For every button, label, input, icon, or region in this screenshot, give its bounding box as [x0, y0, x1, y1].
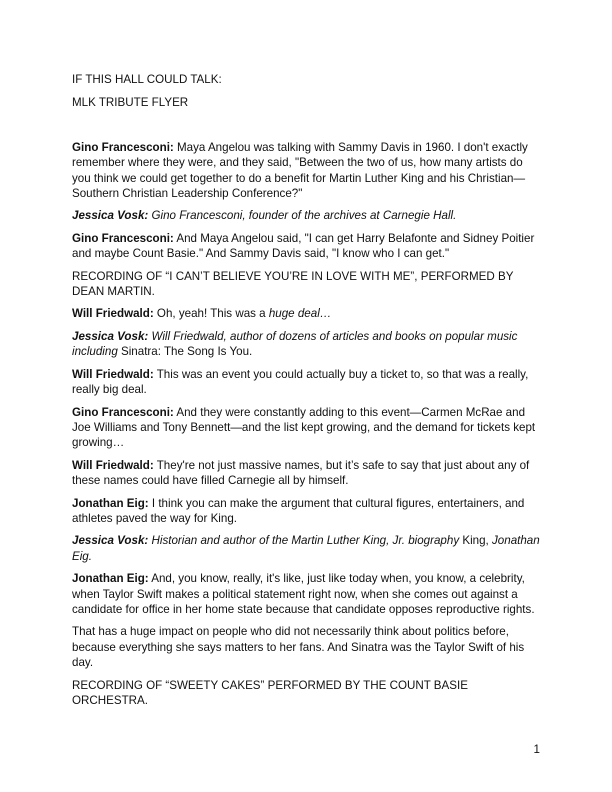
transcript-paragraph — [72, 458, 542, 489]
paragraph-text: Will Friedwald, author of dozens of articles and books on popular music including — [72, 329, 518, 359]
book-title: King, — [459, 534, 489, 548]
speaker-name: Jonathan Eig: — [72, 572, 149, 586]
paragraph-text: RECORDING OF “I CAN’T BELIEVE YOU’RE IN LOVE WITH ME”, PERFORMED BY DEAN MARTIN. — [72, 269, 514, 299]
author-name: Jonathan Eig. — [72, 534, 540, 563]
speaker-name: Gino Francesconi: — [72, 140, 174, 154]
transcript-paragraph — [72, 533, 542, 564]
page-content — [72, 72, 542, 715]
paragraph-text: That has a huge impact on people who did not necessarily think about politics before, because everything she says matters to her fans. And Sinatra was the Taylor Swift of his day. — [72, 625, 525, 670]
paragraph-text: And they were constantly adding to this event—Carmen McRae and Joe Williams and Tony Bennett—and the list kept growing, and the demand for tickets kept growing… — [72, 405, 536, 450]
transcript-paragraph — [72, 405, 542, 451]
transcript-paragraph — [72, 140, 542, 202]
paragraph-text: Gino Francesconi, founder of the archives at Carnegie Hall. — [148, 209, 457, 223]
speaker-name: Jessica Vosk: — [72, 534, 149, 548]
transcript-paragraph — [72, 306, 542, 321]
speaker-name: Gino Francesconi: — [72, 231, 174, 245]
transcript-paragraph — [72, 208, 542, 223]
speaker-name: Will Friedwald: — [72, 367, 154, 381]
paragraph-text: RECORDING OF “SWEETY CAKES” PERFORMED BY THE COUNT BASIE ORCHESTRA. — [72, 678, 468, 707]
paragraph-text: Oh, yeah! This was a — [153, 307, 269, 321]
speaker-name: Will Friedwald: — [72, 307, 154, 321]
emphasis-text: huge deal… — [268, 307, 332, 321]
transcript-paragraph — [72, 231, 542, 262]
speaker-name: Jessica Vosk: — [72, 329, 149, 343]
paragraph-text: I think you can make the argument that cultural figures, entertainers, and athletes paved the way for King. — [72, 496, 525, 525]
paragraph-text: And Maya Angelou said, "I can get Harry Belafonte and Sidney Poitier and maybe Count Basie." And Sammy Davis said, "I know who I can get." — [72, 231, 535, 261]
document-title: IF THIS HALL COULD TALK: — [72, 73, 222, 86]
speaker-name: Gino Francesconi: — [72, 405, 174, 419]
document-subtitle: MLK TRIBUTE FLYER — [72, 96, 189, 110]
transcript-paragraph — [72, 496, 542, 527]
recording-cue — [72, 678, 542, 709]
paragraph-text: This was an event you could actually buy a ticket to, so that was a really, really big deal. — [72, 367, 529, 397]
paragraph-text: And, you know, really, it's like, just like today when, you know, a celebrity, when Taylor Swift makes a political statement right now, when she comes out against a candidate for office in her home state because that candidate opposes reproductive rights. — [72, 572, 535, 616]
transcript-paragraph — [72, 624, 542, 670]
transcript-paragraph — [72, 367, 542, 398]
page-number: 1 — [533, 743, 540, 756]
paragraph-text: Maya Angelou was talking with Sammy Davis in 1960. I don't exactly remember where they were, and they said, "Between the two of us, how many artists do you think we could get together to do a benefit for Martin Luther King and his Christian—Southern Christian Leadership Conference?" — [72, 140, 528, 201]
speaker-name: Jonathan Eig: — [72, 496, 149, 510]
book-title: Sinatra: The Song Is You. — [117, 345, 253, 359]
paragraph-text: They're not just massive names, but it’s safe to say that just about any of these names could have filled Carnegie all by himself. — [72, 458, 530, 488]
paragraph-text: Historian and author of the Martin Luther King, Jr. biography — [148, 534, 460, 548]
speaker-name: Jessica Vosk: — [72, 209, 149, 223]
transcript-paragraph — [72, 571, 542, 617]
speaker-name: Will Friedwald: — [72, 458, 154, 472]
transcript-paragraph — [72, 329, 542, 360]
recording-cue — [72, 269, 542, 300]
